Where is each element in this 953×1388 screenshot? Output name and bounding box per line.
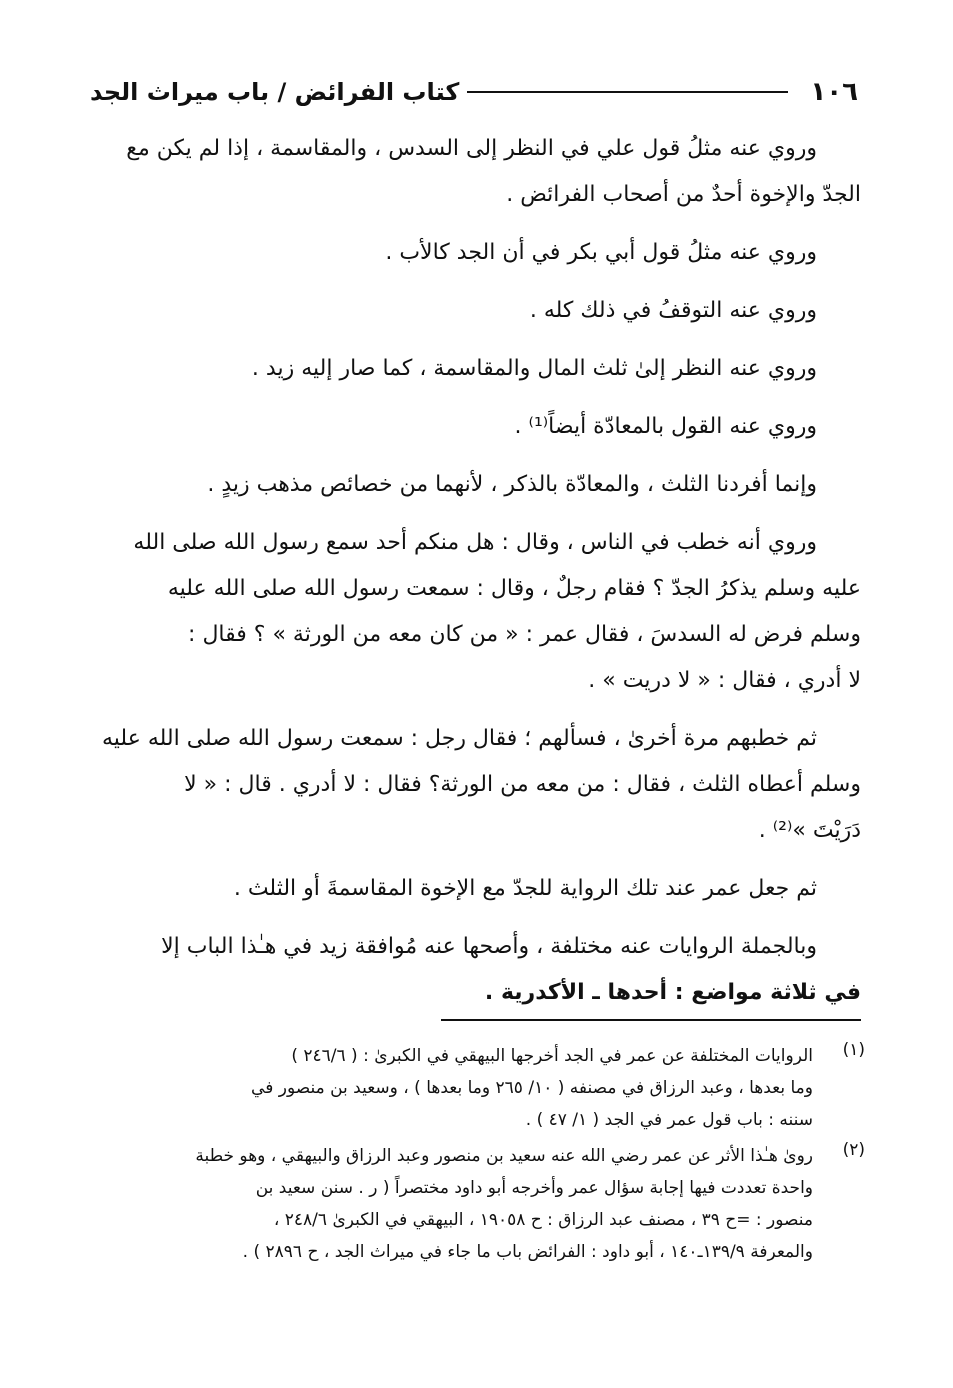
text-line: ثم خطبهم مرة أخرىٰ ، فسألهم ؛ فقال رجل : سمعت رسول الله صلى الله عليه	[101, 726, 817, 751]
text-line: وسلم فرض له السدسَ ، فقال عمر : « من كان معه من الورثة » ؟ فقال :	[188, 622, 861, 647]
header-rule	[467, 91, 788, 93]
footnote-number: (١)	[842, 1040, 865, 1060]
text-line: وروي عنه النظر إلىٰ ثلث المال والمقاسمة ، كما صار إليه زيد .	[251, 356, 817, 381]
footnote-line: منصور : =ح ٣٩ ، مصنف عبد الرزاق : ح ١٩٠٥٨ ، البيهقي في الكبرىٰ ٢٤٨/٦ ،	[273, 1210, 813, 1230]
footnote-separator	[441, 1019, 861, 1021]
main-text	[88, 126, 861, 1016]
text-line: وسلم أعطاه الثلث ، فقال : من معه من الورثة؟ فقال : لا أدري . قال : « لا	[184, 772, 861, 797]
text-line: وروي أنه خطب في الناس ، وقال : هل منكم أحد سمع رسول الله صلى الله	[133, 530, 817, 555]
footnote-1	[90, 1040, 865, 1136]
footnote-line: واحدة تعددت فيها إجابة سؤال عمر وأخرجه أبو داود مختصراً ( ر . سنن سعيد بن	[255, 1178, 813, 1198]
text-line: وروي عنه القول بالمعادّة أيضاً⁽¹⁾ .	[514, 414, 817, 439]
text-line: وروي عنه مثلُ قول أبي بكر في أن الجد كالأب .	[385, 240, 817, 265]
running-header	[90, 72, 858, 112]
header-title: كتاب الفرائض / باب ميراث الجد	[90, 78, 460, 106]
text-line: في ثلاثة مواضع : أحدها ـ الأكدرية .	[484, 980, 861, 1005]
text-line: ثم جعل عمر عند تلك الرواية للجدّ مع الإخوة المقاسمةَ أو الثلث .	[233, 876, 817, 901]
page-number: ١٠٦	[810, 77, 858, 107]
text-line: دَرَيْتَ »⁽²⁾ .	[758, 818, 861, 843]
text-line: وروي عنه التوقفُ في ذلك كله .	[529, 298, 817, 323]
text-line: وروي عنه مثلُ قول علي في النظر إلى السدس ، والمقاسمة ، إذا لم يكن مع	[126, 136, 817, 161]
text-line: الجدّ والإخوة أحدٌ من أصحاب الفرائض .	[506, 182, 861, 207]
text-line: وإنما أفردنا الثلث ، والمعادّة بالذكر ، لأنهما من خصائص مذهب زيدٍ .	[207, 472, 817, 497]
footnote-line: سننه : باب قول عمر في الجد ( ١/ ٤٧ ) .	[525, 1110, 813, 1130]
footnote-line: روىٰ هـٰذا الأثر عن عمر رضي الله عنه سعيد بن منصور وعبد الرزاق والبيهقي ، وهو خطبة	[195, 1146, 813, 1166]
footnote-line: والمعرفة ١٣٩/٩ـ١٤٠ ، أبو داود : الفرائض باب ما جاء في ميراث الجد ، ح ٢٨٩٦ ) .	[242, 1242, 813, 1262]
text-line: وبالجملة الروايات عنه مختلفة ، وأصحها عنه مُوافقة زيد في هـٰذا الباب إلا	[161, 934, 817, 959]
footnote-number: (٢)	[842, 1140, 865, 1160]
footnotes	[90, 1040, 865, 1272]
text-line: لا أدري ، فقال : « لا دريت » .	[588, 668, 861, 693]
footnote-2	[90, 1140, 865, 1268]
footnote-line: وما بعدها ، وعبد الرزاق في مصنفه ( ١٠/ ٢٦٥ وما بعدها ) ، وسعيد بن منصور في	[251, 1078, 813, 1098]
footnote-line: الروايات المختلفة عن عمر في الجد أخرجها البيهقي في الكبرىٰ : ( ٢٤٦/٦ )	[291, 1046, 813, 1066]
text-line: عليه وسلم يذكرُ الجدّ ؟ فقام رجلٌ ، وقال : سمعت رسول الله صلى الله عليه	[167, 576, 861, 601]
